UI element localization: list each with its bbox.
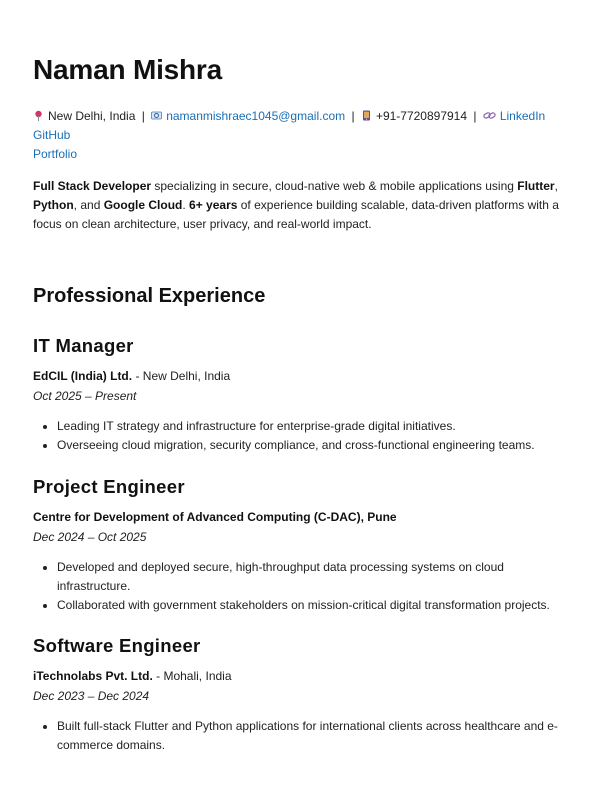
summary-years: 6+ years (189, 198, 238, 212)
job-title: Project Engineer (33, 476, 185, 497)
contact-info (33, 107, 578, 164)
summary-text: , (554, 179, 558, 193)
job-company (33, 668, 578, 684)
job-title: IT Manager (33, 335, 134, 356)
email-icon (151, 108, 162, 119)
candidate-name: Naman Mishra (33, 54, 222, 85)
job-bullets (33, 558, 578, 615)
summary-text: , and (73, 198, 104, 212)
list-item: • Overseeing cloud migration, security compliance, and cross-functional engineering teams. (57, 436, 578, 455)
job-company (33, 509, 578, 525)
company-name: iTechnolabs Pvt. Ltd. (33, 669, 153, 683)
github-link[interactable]: GitHub (33, 128, 71, 142)
list-item: • Developed and deployed secure, high-throughput data processing systems on cloud infrastructure. (57, 558, 578, 596)
list-item: • Collaborated with government stakeholders on mission-critical digital transformation projects. (57, 596, 578, 615)
phone-text: +91-7720897914 (375, 109, 468, 123)
linkedin-link[interactable]: LinkedIn (499, 109, 546, 123)
list-item: • Built full-stack Flutter and Python applications for international clients across healthcare and e-commerce domains. (57, 717, 578, 755)
email-link[interactable]: namanmishraec1045@gmail.com (166, 109, 346, 123)
company-name: Centre for Development of Advanced Computing (C-DAC), Pune (33, 510, 397, 524)
job-entry (33, 635, 578, 755)
list-item: • Leading IT strategy and infrastructure for enterprise-grade digital initiatives. (57, 417, 578, 436)
location-text: New Delhi, India (48, 109, 136, 123)
company-name: EdCIL (India) Ltd. (33, 369, 133, 383)
job-dates: Dec 2023 – Dec 2024 (33, 689, 150, 703)
job-company (33, 368, 578, 384)
job-title: Software Engineer (33, 635, 201, 656)
summary-skill: Python (33, 198, 74, 212)
summary-text: specializing in secure, cloud-native web & mobile applications using (151, 179, 518, 193)
job-dates: Oct 2025 – Present (33, 389, 137, 403)
job-bullets (33, 417, 578, 455)
separator: | (473, 109, 477, 123)
summary-text: . (182, 198, 190, 212)
location-pin-icon (33, 108, 44, 119)
link-icon (483, 108, 496, 119)
portfolio-link[interactable]: Portfolio (33, 147, 78, 161)
profile-summary (33, 177, 578, 234)
job-entry (33, 335, 578, 455)
separator: | (141, 109, 145, 123)
separator: | (351, 109, 355, 123)
summary-text: of experience building scalable, data-driven platforms with a focus on clean architecture, user privacy, and real-world impact. (33, 198, 559, 231)
job-entry (33, 476, 578, 615)
summary-skill: Flutter (517, 179, 555, 193)
job-dates: Dec 2024 – Oct 2025 (33, 530, 147, 544)
summary-role: Full Stack Developer (33, 179, 152, 193)
company-location: - Mohali, India (152, 669, 232, 683)
summary-skill: Google Cloud (103, 198, 183, 212)
company-location: - New Delhi, India (132, 369, 231, 383)
experience-heading: Professional Experience (33, 285, 266, 307)
phone-icon (361, 108, 372, 119)
job-bullets (33, 717, 578, 755)
